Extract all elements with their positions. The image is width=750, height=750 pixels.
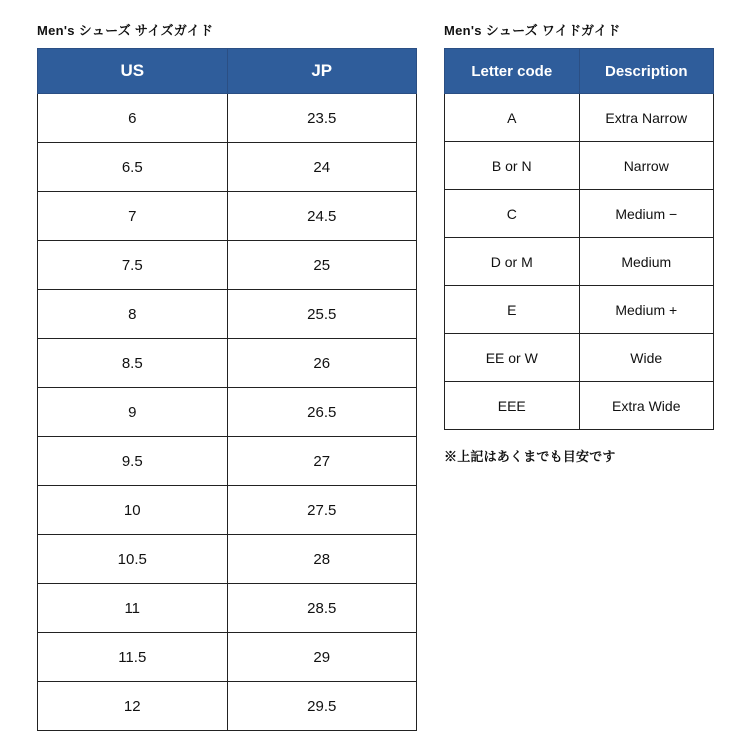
cell-description: Medium bbox=[579, 238, 714, 286]
table-row bbox=[38, 143, 417, 192]
cell-letter-code: EE or W bbox=[445, 334, 580, 382]
cell-us: 11 bbox=[38, 584, 228, 633]
cell-description: Medium + bbox=[579, 286, 714, 334]
cell-letter-code: B or N bbox=[445, 142, 580, 190]
cell-letter-code: EEE bbox=[445, 382, 580, 430]
cell-jp: 25.5 bbox=[227, 290, 417, 339]
size-guide-table bbox=[37, 48, 417, 731]
column-header-jp: JP bbox=[227, 49, 417, 94]
cell-description: Narrow bbox=[579, 142, 714, 190]
cell-us: 7.5 bbox=[38, 241, 228, 290]
cell-description: Wide bbox=[579, 334, 714, 382]
table-row bbox=[445, 382, 714, 430]
cell-letter-code: A bbox=[445, 94, 580, 142]
table-row bbox=[445, 94, 714, 142]
width-guide-caption: Men's シューズ ワイドガイド bbox=[444, 23, 621, 38]
cell-jp: 26.5 bbox=[227, 388, 417, 437]
cell-us: 7 bbox=[38, 192, 228, 241]
width-guide-table bbox=[444, 48, 714, 430]
cell-us: 11.5 bbox=[38, 633, 228, 682]
table-row bbox=[38, 290, 417, 339]
cell-letter-code: E bbox=[445, 286, 580, 334]
width-guide-table-head bbox=[445, 49, 714, 94]
cell-us: 9.5 bbox=[38, 437, 228, 486]
cell-jp: 24 bbox=[227, 143, 417, 192]
cell-jp: 29 bbox=[227, 633, 417, 682]
column-header-description: Description bbox=[579, 49, 714, 94]
cell-us: 6.5 bbox=[38, 143, 228, 192]
table-row bbox=[38, 584, 417, 633]
cell-jp: 24.5 bbox=[227, 192, 417, 241]
width-guide-table-body bbox=[445, 94, 714, 430]
table-row bbox=[445, 190, 714, 238]
table-row bbox=[38, 192, 417, 241]
cell-jp: 26 bbox=[227, 339, 417, 388]
table-row bbox=[38, 241, 417, 290]
table-row bbox=[38, 437, 417, 486]
width-guide-note: ※上記はあくまでも目安です bbox=[444, 449, 616, 464]
cell-letter-code: C bbox=[445, 190, 580, 238]
cell-description: Extra Wide bbox=[579, 382, 714, 430]
table-row bbox=[445, 286, 714, 334]
table-row bbox=[38, 94, 417, 143]
cell-us: 12 bbox=[38, 682, 228, 731]
width-guide-section bbox=[444, 20, 714, 465]
size-guide-section bbox=[37, 20, 417, 731]
table-row bbox=[38, 682, 417, 731]
cell-jp: 27 bbox=[227, 437, 417, 486]
size-guide-table-body bbox=[38, 94, 417, 731]
table-row bbox=[445, 334, 714, 382]
cell-us: 10 bbox=[38, 486, 228, 535]
table-header-row bbox=[38, 49, 417, 94]
cell-us: 8.5 bbox=[38, 339, 228, 388]
table-row bbox=[38, 339, 417, 388]
table-row bbox=[38, 633, 417, 682]
cell-us: 9 bbox=[38, 388, 228, 437]
table-row bbox=[38, 388, 417, 437]
table-row bbox=[445, 238, 714, 286]
cell-jp: 28.5 bbox=[227, 584, 417, 633]
column-header-letter-code: Letter code bbox=[445, 49, 580, 94]
column-header-us: US bbox=[38, 49, 228, 94]
cell-description: Medium − bbox=[579, 190, 714, 238]
cell-us: 10.5 bbox=[38, 535, 228, 584]
table-row bbox=[445, 142, 714, 190]
cell-jp: 25 bbox=[227, 241, 417, 290]
cell-jp: 29.5 bbox=[227, 682, 417, 731]
cell-jp: 27.5 bbox=[227, 486, 417, 535]
cell-description: Extra Narrow bbox=[579, 94, 714, 142]
table-row bbox=[38, 535, 417, 584]
size-guide-caption: Men's シューズ サイズガイド bbox=[37, 23, 214, 38]
cell-us: 8 bbox=[38, 290, 228, 339]
table-row bbox=[38, 486, 417, 535]
cell-jp: 28 bbox=[227, 535, 417, 584]
table-header-row bbox=[445, 49, 714, 94]
cell-letter-code: D or M bbox=[445, 238, 580, 286]
size-guide-table-head bbox=[38, 49, 417, 94]
cell-jp: 23.5 bbox=[227, 94, 417, 143]
cell-us: 6 bbox=[38, 94, 228, 143]
